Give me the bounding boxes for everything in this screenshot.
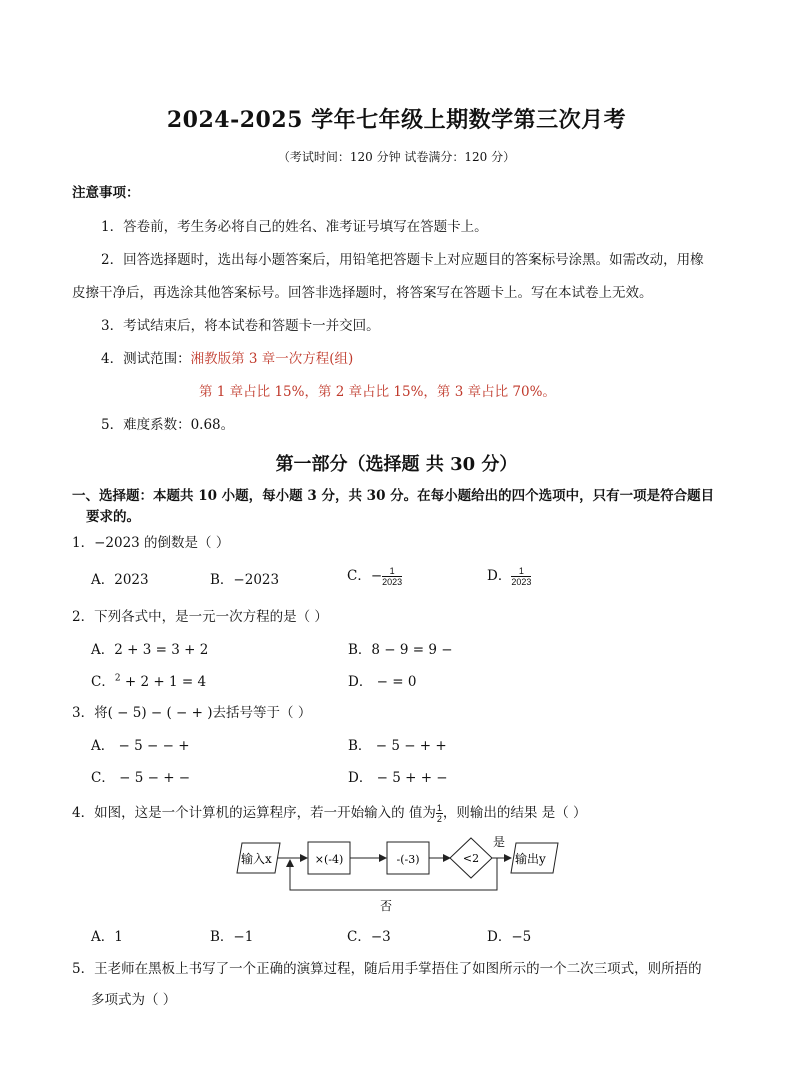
q1-stem: 1．−2023 的倒数是（ ） <box>72 535 230 551</box>
q4-fraction: $\frac{1}{2}$ <box>436 803 442 824</box>
q3-option-c: C． − 5 − + − <box>91 770 191 786</box>
note-4-range: 湘教版第 3 章一次方程(组) <box>190 351 354 367</box>
q4-option-c: C．−3 <box>347 929 391 945</box>
q1-c-fraction: $\frac{1}{2023}$ <box>382 566 403 587</box>
page-title: 2024-2025 学年七年级上期数学第三次月考 <box>166 107 627 133</box>
q2-option-a: A．2 + 3 = 3 + 2 <box>91 642 209 658</box>
q4-option-b: B．−1 <box>210 929 254 945</box>
q4-stem-part2: ，则输出的结果 是（ ） <box>442 805 587 821</box>
q3-option-d: D． − 5 + + − <box>348 770 448 786</box>
exam-info: （考试时间：120 分钟 试卷满分：120 分） <box>277 150 516 164</box>
q1-option-a: A．2023 <box>91 572 149 588</box>
q4-option-a: A．1 <box>91 929 123 945</box>
q4-stem-part1: 4．如图，这是一个计算机的运算程序，若一开始输入的 值为 <box>72 805 436 821</box>
q1-option-d <box>487 564 531 587</box>
note-4-prefix: 4．测试范围： <box>101 351 191 367</box>
flow-yes-label: 是 <box>493 835 506 849</box>
flow-step1-label: ×(-4) <box>314 853 344 866</box>
section-intro-line2: 要求的。 <box>86 509 140 525</box>
section-intro-line1: 一、选择题：本题共 10 小题，每小题 3 分，共 30 分。在每小题给出的四个选项中，只有一项是符合题目 <box>72 488 715 504</box>
notes-heading: 注意事项： <box>72 185 140 201</box>
q2-option-c <box>91 670 206 690</box>
q2-c-rest: + 2 + 1 = 4 <box>120 674 207 690</box>
flowchart-diagram <box>230 830 570 920</box>
q2-option-d: D． − = 0 <box>348 674 417 690</box>
note-4 <box>101 347 353 367</box>
note-3: 3．考试结束后，将本试卷和答题卡一并交回。 <box>101 318 380 334</box>
q1-c-prefix: C．− <box>347 568 383 584</box>
q1-option-c <box>347 564 402 587</box>
note-4-ratio: 第 1 章占比 15%，第 2 章占比 15%，第 3 章占比 70%。 <box>199 384 556 400</box>
note-5: 5．难度系数：0.68。 <box>101 417 235 433</box>
flow-step2-label: -(-3) <box>396 853 420 866</box>
q1-option-b: B．−2023 <box>210 572 280 588</box>
note-2-line2: 皮擦干净后，再选涂其他答案标号。回答非选择题时，将答案写在答题卡上。写在本试卷上无效。 <box>72 285 653 301</box>
flow-input-label: 输入x <box>241 852 272 866</box>
q5-stem-line1: 5．王老师在黑板上书写了一个正确的演算过程，随后用手掌捂住了如图所示的一个二次三项式，则所捂的 <box>72 961 702 977</box>
q3-stem: 3．将( − 5) − ( − + )去括号等于（ ） <box>72 705 312 721</box>
q1-d-prefix: D． <box>487 568 512 584</box>
q3-option-b: B． − 5 − + + <box>348 738 447 754</box>
q2-c-sup: 2 <box>114 673 121 684</box>
q2-c-prefix: C． <box>91 674 115 690</box>
q2-option-b: B．8 − 9 = 9 − <box>348 642 453 658</box>
flow-no-label: 否 <box>380 899 393 913</box>
section-title: 第一部分（选择题 共 30 分） <box>275 454 518 475</box>
q5-stem-line2: 多项式为（ ） <box>91 992 177 1008</box>
note-2-line1: 2．回答选择题时，选出每小题答案后，用铅笔把答题卡上对应题目的答案标号涂黑。如需改动，用橡 <box>101 252 704 268</box>
q3-option-a: A． − 5 − − + <box>91 738 190 754</box>
q4-stem <box>72 801 587 824</box>
flow-decision-label: <2 <box>462 852 480 865</box>
q2-stem: 2．下列各式中，是一元一次方程的是（ ） <box>72 609 328 625</box>
q1-d-fraction: $\frac{1}{2023}$ <box>511 566 532 587</box>
note-1: 1．答卷前，考生务必将自己的姓名、准考证号填写在答题卡上。 <box>101 219 488 235</box>
q4-option-d: D．−5 <box>487 929 532 945</box>
flow-output-label: 输出y <box>515 852 546 866</box>
